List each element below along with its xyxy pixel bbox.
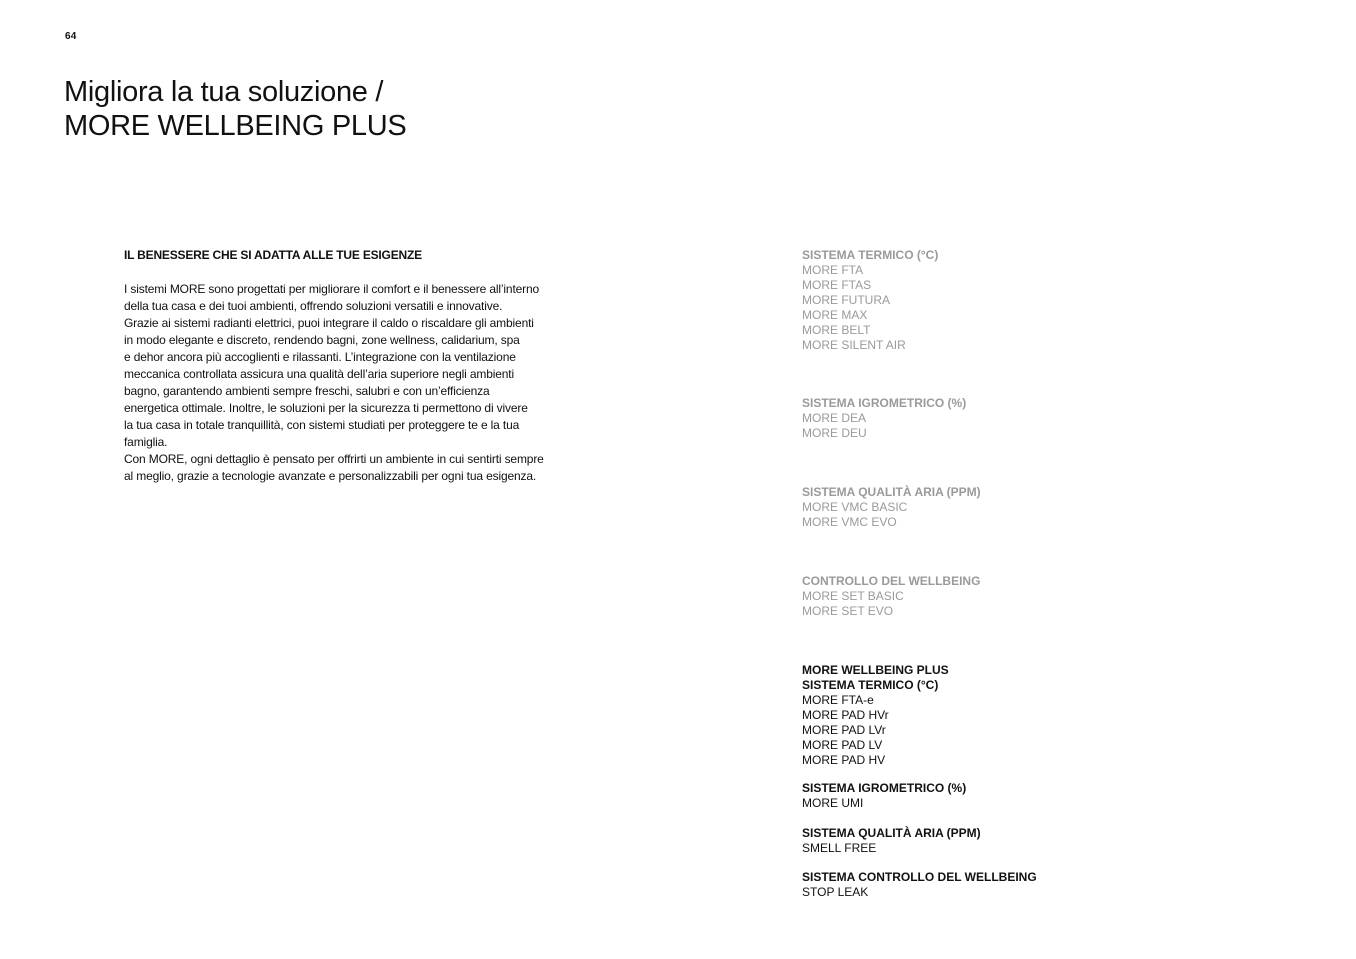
system-item: MORE BELT <box>802 323 871 337</box>
system-group-title: SISTEMA CONTROLLO DEL WELLBEING <box>802 870 1037 884</box>
page-title-line-2: MORE WELLBEING PLUS <box>64 110 407 142</box>
system-group-igrometrico <box>802 396 1102 441</box>
page-title <box>64 75 406 143</box>
system-group-termico <box>802 248 1102 353</box>
system-item: MORE PAD LV <box>802 738 883 752</box>
wellbeing-plus-controllo <box>802 870 1102 900</box>
intro-body-line: in modo elegante e discreto, rendendo bagni, zone wellness, calidarium, spa <box>124 333 520 347</box>
system-item: MORE SILENT AIR <box>802 338 906 352</box>
wellbeing-plus-qualita-aria <box>802 826 1102 856</box>
page-number: 64 <box>65 31 77 42</box>
wellbeing-plus-heading: MORE WELLBEING PLUS <box>802 663 949 677</box>
system-item: MORE DEA <box>802 411 867 425</box>
system-item: MORE FTA-e <box>802 693 874 707</box>
intro-body-line: I sistemi MORE sono progettati per migliorare il comfort e il benessere all’interno <box>124 282 540 296</box>
intro-body-line: Grazie ai sistemi radianti elettrici, puoi integrare il caldo o riscaldare gli ambienti <box>124 316 534 330</box>
intro-body-line: famiglia. <box>124 435 168 449</box>
intro-body-line: meccanica controllata assicura una qualità dell’aria superiore negli ambienti <box>124 367 515 381</box>
intro-body-line: al meglio, grazie a tecnologie avanzate e personalizzabili per ogni tua esigenza. <box>124 469 537 483</box>
system-group-title: SISTEMA QUALITÀ ARIA (PPM) <box>802 485 981 499</box>
intro-heading: IL BENESSERE CHE SI ADATTA ALLE TUE ESIGENZE <box>124 248 422 262</box>
intro-body-line: della tua casa e dei tuoi ambienti, offrendo soluzioni versatili e innovative. <box>124 299 503 313</box>
system-item: MORE PAD HVr <box>802 708 889 722</box>
intro-body-line: energetica ottimale. Inoltre, le soluzioni per la sicurezza ti permettono di vivere <box>124 401 528 415</box>
intro-body-line: la tua casa in totale tranquillità, con sistemi studiati per proteggere te e la tua <box>124 418 520 432</box>
system-group-title: SISTEMA IGROMETRICO (%) <box>802 396 967 410</box>
wellbeing-plus-termico <box>802 663 1102 768</box>
system-item: SMELL FREE <box>802 841 877 855</box>
system-item: MORE PAD LVr <box>802 723 886 737</box>
intro-body <box>124 281 564 485</box>
intro-section <box>124 247 564 485</box>
system-group-title: SISTEMA QUALITÀ ARIA (PPM) <box>802 826 981 840</box>
system-item: MORE VMC BASIC <box>802 500 908 514</box>
system-group-title: CONTROLLO DEL WELLBEING <box>802 574 981 588</box>
system-item: MORE SET EVO <box>802 604 894 618</box>
system-group-qualita-aria <box>802 485 1102 530</box>
system-item: MORE DEU <box>802 426 867 440</box>
system-group-title: SISTEMA TERMICO (°C) <box>802 248 939 262</box>
system-item: MORE FTAS <box>802 278 872 292</box>
system-group-title: SISTEMA IGROMETRICO (%) <box>802 781 967 795</box>
system-item: MORE MAX <box>802 308 868 322</box>
system-item: MORE UMI <box>802 796 864 810</box>
system-item: MORE PAD HV <box>802 753 886 767</box>
system-item: STOP LEAK <box>802 885 869 899</box>
page-title-line-1: Migliora la tua soluzione / <box>64 76 384 108</box>
system-group-controllo <box>802 574 1102 619</box>
intro-body-line: Con MORE, ogni dettaglio è pensato per offrirti un ambiente in cui sentirti sempre <box>124 452 544 466</box>
system-item: MORE VMC EVO <box>802 515 897 529</box>
system-group-title: SISTEMA TERMICO (°C) <box>802 678 939 692</box>
system-item: MORE SET BASIC <box>802 589 904 603</box>
wellbeing-plus-igrometrico <box>802 781 1102 811</box>
intro-body-line: bagno, garantendo ambienti sempre freschi, salubri e con un’efficienza <box>124 384 490 398</box>
system-item: MORE FUTURA <box>802 293 890 307</box>
intro-body-line: e dehor ancora più accoglienti e rilassanti. L’integrazione con la ventilazione <box>124 350 516 364</box>
system-item: MORE FTA <box>802 263 864 277</box>
